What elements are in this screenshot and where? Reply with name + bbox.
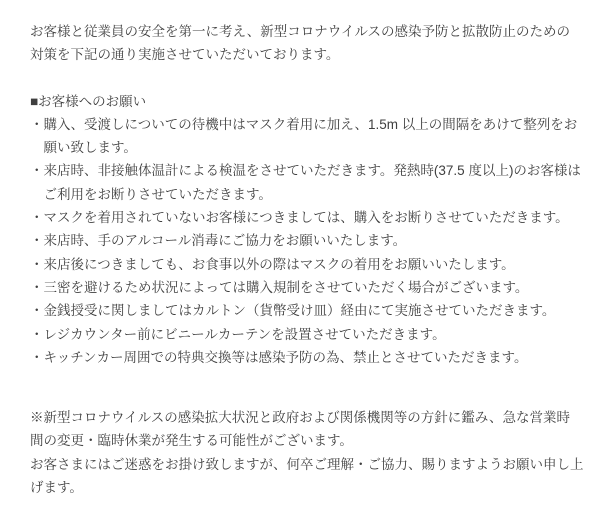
request-line: ・三密を避けるため状況によっては購入規制をさせていただく場合がございます。 <box>30 279 529 295</box>
request-list <box>30 113 581 369</box>
footer-line: お客さまにはご迷惑をお掛け致しますが、何卒ご理解・ご協力、賜りますようお願い申し上 <box>30 456 584 472</box>
request-line: ・キッチンカー周囲での特典交換等は感染予防の為、禁止とさせていただきます。 <box>30 349 528 365</box>
request-line: ・金銭授受に関しましてはカルトン（貨幣受け皿）経由にて実施させていただきます。 <box>30 303 556 319</box>
request-item <box>30 299 574 322</box>
request-line: ・レジカウンター前にビニールカーテンを設置させていただきます。 <box>30 326 446 342</box>
request-item <box>30 253 574 276</box>
request-line: 願い致します。 <box>43 140 137 156</box>
request-line: ・来店時、手のアルコール消毒にご協力をお願いいたします。 <box>30 233 407 249</box>
footer-line: げます。 <box>30 480 83 496</box>
request-item <box>30 346 574 369</box>
request-item <box>30 159 581 206</box>
intro-line: 対策を下記の通り実施させていただいております。 <box>30 47 340 63</box>
request-line: ・来店後につきましても、お食事以外の際はマスクの着用をお願いいたします。 <box>30 256 515 272</box>
footer-line: ※新型コロナウイルスの感染拡大状況と政府および関係機関等の方針に鑑み、急な営業時 <box>30 410 570 426</box>
footer-paragraph <box>30 406 584 499</box>
request-item <box>30 229 574 252</box>
request-item <box>30 323 574 346</box>
request-item <box>30 206 574 229</box>
request-item <box>30 113 578 160</box>
request-item <box>30 276 574 299</box>
request-line: ・マスクを着用されていないお客様につきましては、購入をお断りさせていただきます。 <box>30 210 569 226</box>
intro-line: お客様と従業員の安全を第一に考え、新型コロナウイルスの感染予防と拡散防止のための <box>30 24 570 39</box>
request-line: ・来店時、非接触体温計による検温をさせていただきます。発熱時(37.5 度以上)のお客様は <box>30 163 581 179</box>
customer-requests-heading: ■お客様へのお願い <box>30 93 147 109</box>
intro-paragraph <box>30 20 574 67</box>
request-line: ・購入、受渡しについての待機中はマスク着用に加え、1.5m 以上の間隔をあけて整列をお <box>30 116 578 132</box>
request-line: ご利用をお断りさせていただきます。 <box>43 186 272 202</box>
footer-line: 間の変更・臨時休業が発生する可能性がございます。 <box>30 433 353 449</box>
